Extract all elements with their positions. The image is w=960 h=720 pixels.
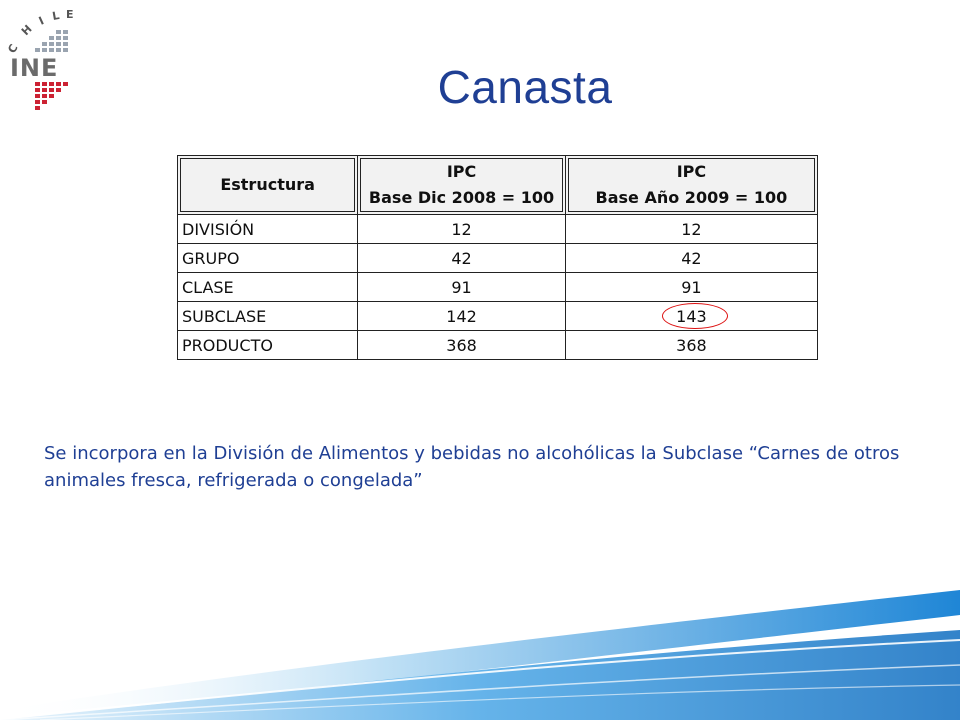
table-row bbox=[178, 215, 818, 244]
svg-text:E: E bbox=[66, 8, 74, 21]
highlight-circle: 143 bbox=[676, 306, 707, 326]
header-base-2008 bbox=[358, 156, 566, 215]
row-label: GRUPO bbox=[178, 244, 358, 273]
row-base-2009: 42 bbox=[565, 244, 817, 273]
table-header-row bbox=[178, 156, 818, 215]
logo-top-dots bbox=[35, 30, 68, 52]
logo-acronym: INE bbox=[10, 54, 59, 82]
row-label: SUBCLASE bbox=[178, 302, 358, 331]
table-row bbox=[178, 244, 818, 273]
row-base-2009: 368 bbox=[565, 331, 817, 360]
note-paragraph: Se incorpora en la División de Alimentos y bebidas no alcohólicas la Subclase “Carnes de otros animales fresca, refrigerada o congelada” bbox=[44, 443, 900, 491]
row-label: CLASE bbox=[178, 273, 358, 302]
row-base-2008: 12 bbox=[358, 215, 566, 244]
decorative-wave bbox=[0, 560, 960, 720]
row-base-2008: 368 bbox=[358, 331, 566, 360]
header-base-2009-line2: Base Año 2009 = 100 bbox=[595, 188, 788, 207]
row-base-2008: 42 bbox=[358, 244, 566, 273]
svg-text:L: L bbox=[51, 8, 61, 23]
svg-text:H: H bbox=[18, 22, 35, 39]
header-estructura: Estructura bbox=[178, 156, 358, 215]
row-base-2009-highlighted bbox=[565, 302, 817, 331]
svg-text:C: C bbox=[5, 42, 21, 56]
row-base-2009: 12 bbox=[565, 215, 817, 244]
table-row bbox=[178, 273, 818, 302]
row-label: DIVISIÓN bbox=[178, 215, 358, 244]
header-base-2009-line1: IPC bbox=[676, 162, 707, 181]
page-title: Canasta bbox=[437, 61, 613, 113]
row-base-2008: 91 bbox=[358, 273, 566, 302]
canasta-table bbox=[177, 155, 818, 360]
table-row bbox=[178, 331, 818, 360]
header-base-2008-line2: Base Dic 2008 = 100 bbox=[368, 188, 555, 207]
header-base-2008-line1: IPC bbox=[446, 162, 477, 181]
row-label: PRODUCTO bbox=[178, 331, 358, 360]
row-base-2008: 142 bbox=[358, 302, 566, 331]
table-row bbox=[178, 302, 818, 331]
svg-text:I: I bbox=[36, 14, 46, 28]
row-base-2009: 91 bbox=[565, 273, 817, 302]
header-base-2009 bbox=[565, 156, 817, 215]
